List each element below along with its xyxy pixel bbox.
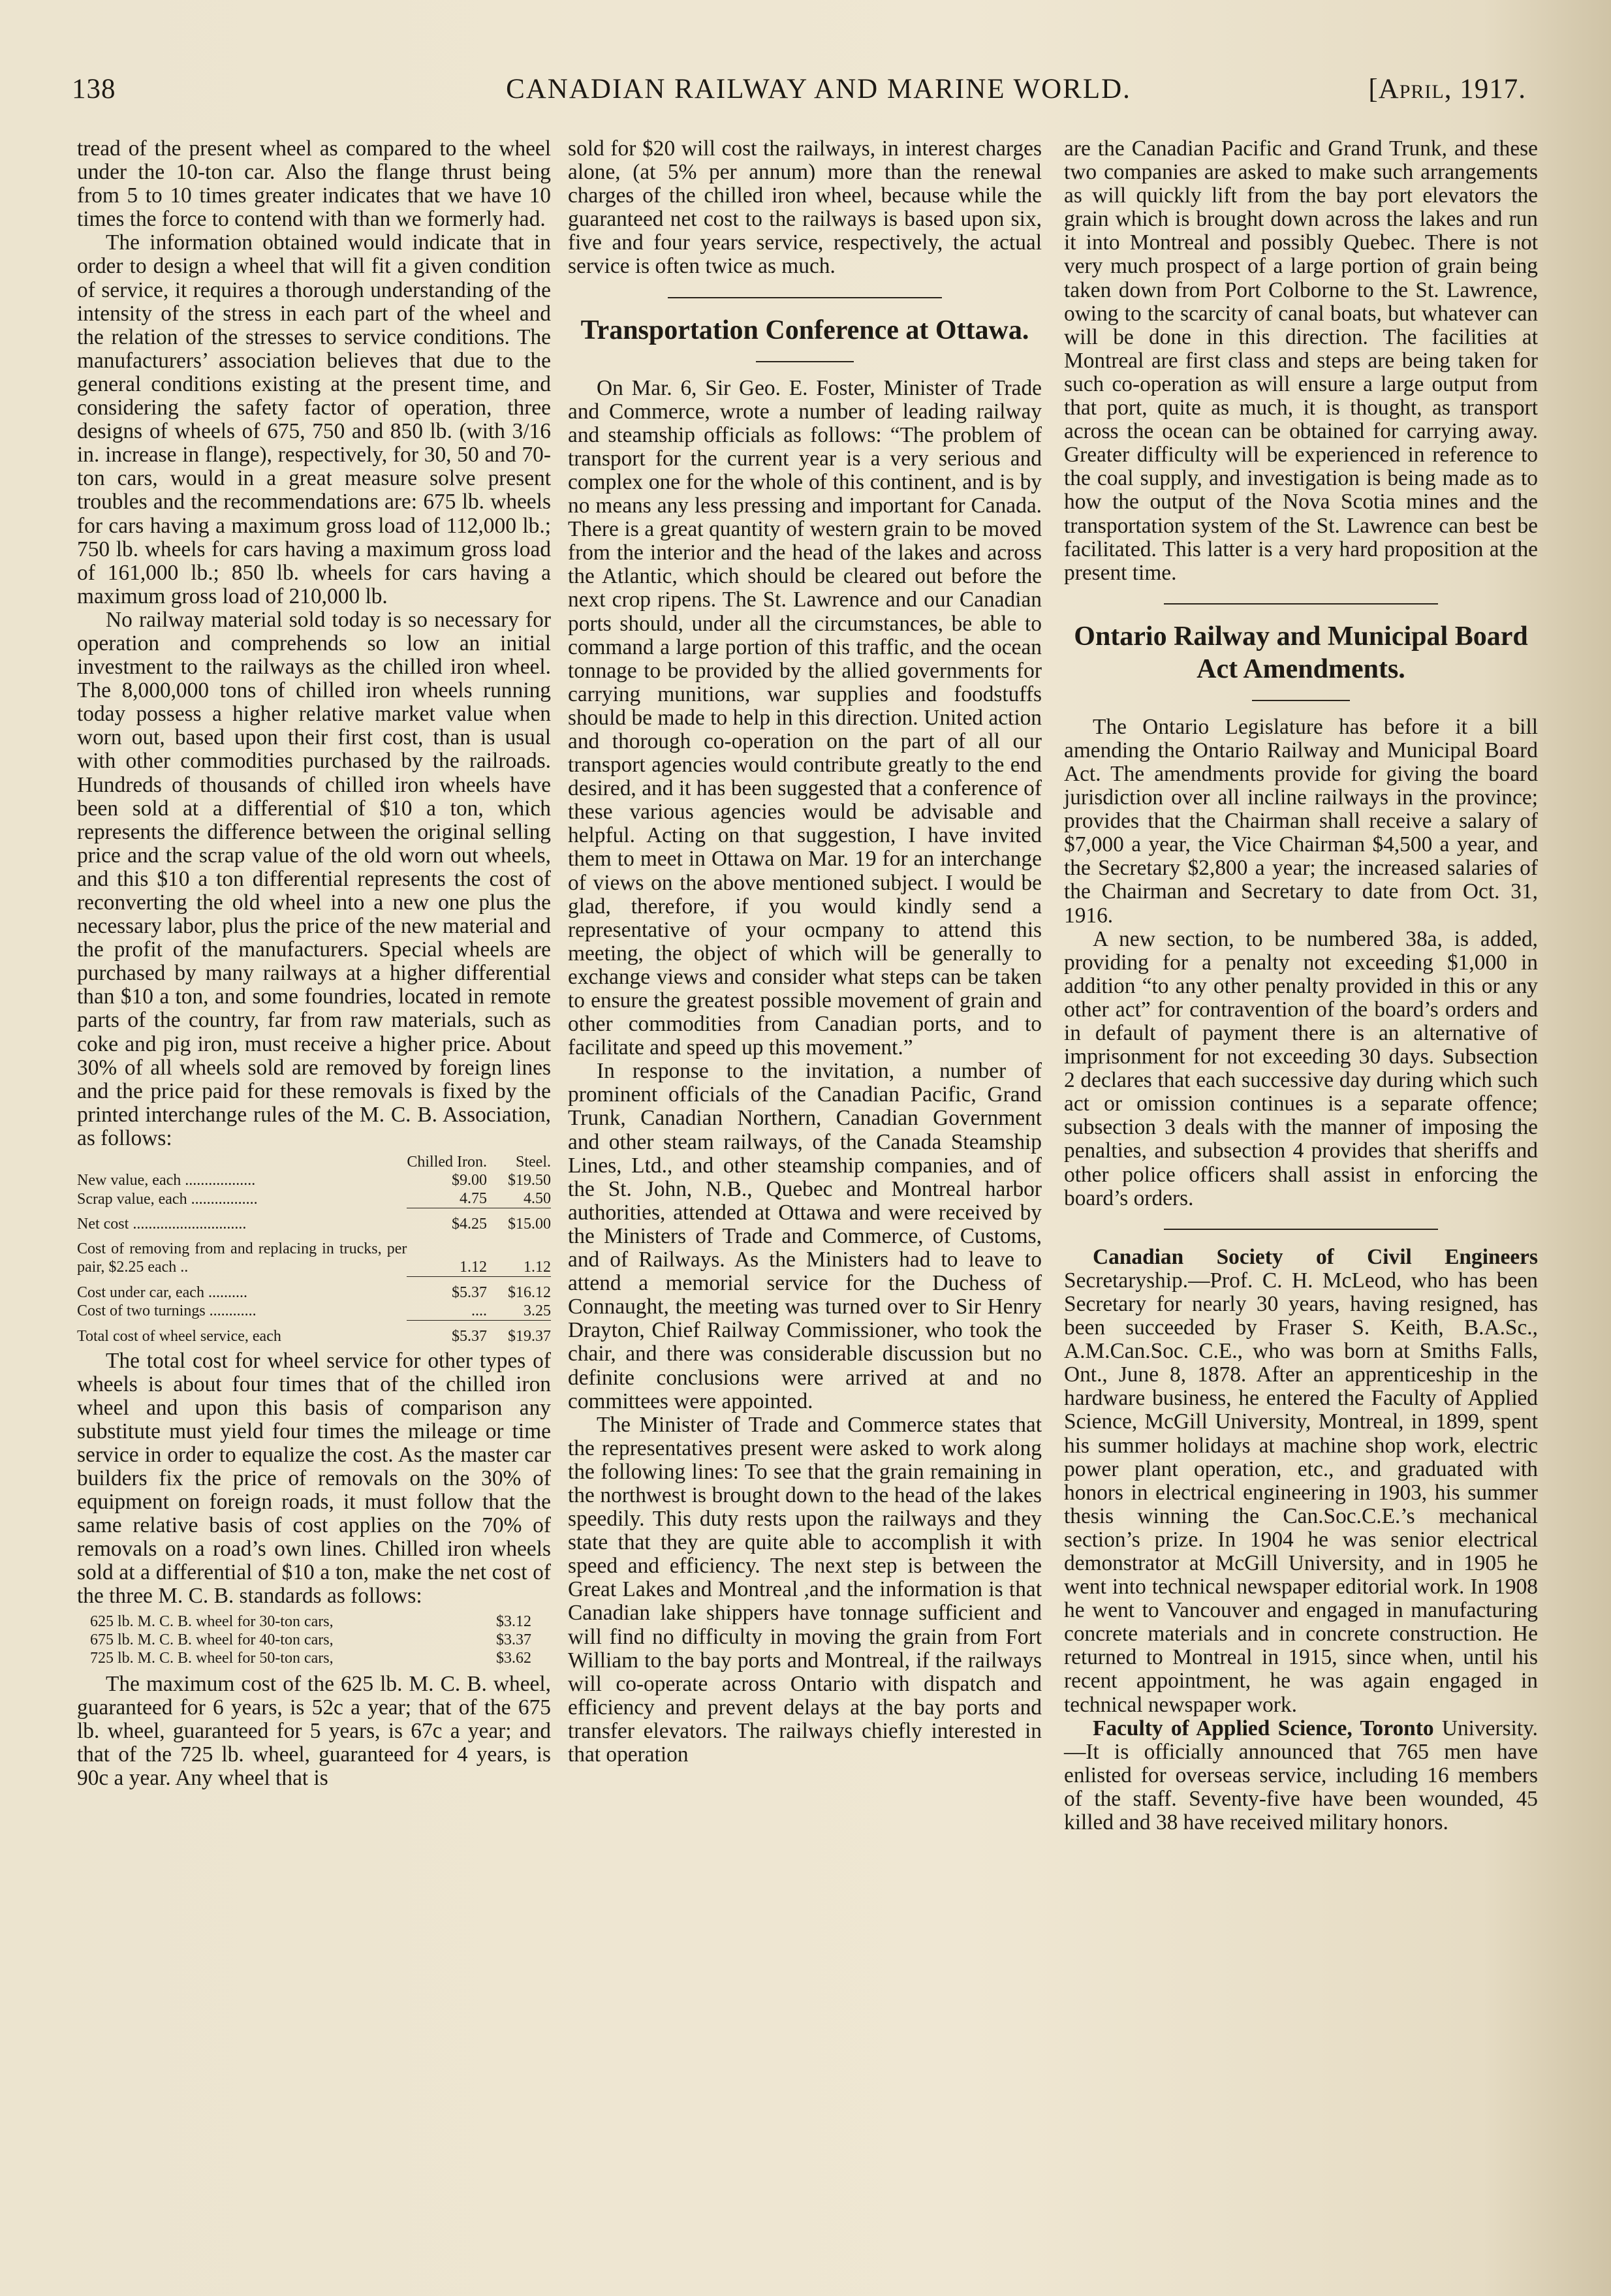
iron-value: $4.25: [407, 1208, 487, 1234]
paragraph: No railway material sold today is so necessary for operation and comprehends so low an initial investment to the railways as the chilled iron wheel. The 8,000,000 tons of chilled iron wheels running today possess a higher relative market value when worn out, based upon their first cost, than is usual with other commodities purchased by the railroads. Hundreds of thousands of chilled iron wheels have been sold at a differential of $10 a ton, which represents the difference between the original selling price and the scrap value of the old worn out wheels, and this $10 a ton differential represents the cost of reconverting the old wheel into a new one plus the necessary labor, plus the price of the new material and the profit of the manufacturers. Special wheels are purchased by many railways at a higher differential than $10 a ton, and some foundries, located in remote parts of the country, far from raw materials, such as coke and pig iron, must receive a higher price. About 30% of all wheels sold are removed by foreign lines and the price paid for these removals is fixed by the printed interchange rules of the M. C. B. Association, as follows:: [77, 607, 551, 1150]
list-item: [90, 1612, 551, 1631]
iron-value: 1.12: [460, 1258, 487, 1276]
table-row: [77, 1276, 551, 1302]
headline-rule: [1252, 700, 1350, 701]
iron-value: $5.37: [407, 1276, 487, 1302]
runin-heading: Canadian Society of Civil Engineers: [1093, 1244, 1538, 1269]
issue-date: [April, 1917.: [1368, 74, 1526, 104]
iron-value: 4.75: [460, 1190, 487, 1208]
steel-value: 1.12: [524, 1258, 551, 1276]
steel-value: 4.50: [524, 1190, 551, 1208]
section-divider: [668, 297, 942, 298]
table-row: [77, 1233, 551, 1276]
article-headline: Ontario Railway and Municipal Board Act Amendments.: [1074, 621, 1528, 684]
wheel-label: 725 lb. M. C. B. wheel for 50-ton cars,: [90, 1649, 334, 1667]
paragraph: The maximum cost of the 625 lb. M. C. B. wheel, guaranteed for 6 years, is 52c a year; that of the 675 lb. wheel, guaranteed for 5 years, is 67c a year; and that of the 725 lb. wheel, guaranteed for 4 years, is 90c a year. Any wheel that is: [77, 1671, 551, 1790]
wheel-label: 625 lb. M. C. B. wheel for 30-ton cars,: [90, 1612, 334, 1630]
iron-value: $5.37: [407, 1320, 487, 1345]
article-headline: Transportation Conference at Ottawa.: [580, 315, 1029, 345]
paragraph-body: Secretaryship.—Prof. C. H. McLeod, who has been Secretary for nearly 30 years, having resigned, has been succeeded by Fraser S. Keith, B.A.Sc., A.M.Can.Soc. C.E., who was born at Smiths Falls, Ont., June 8, 1878. After an apprenticeship in the hardware business, he entered the Faculty of Applied Science, McGill University, Montreal, in 1899, spent his summer holidays at machine shop work, electric power plant operation, etc., and graduated with honors in electrical engineering in 1903, his summer thesis winning the Can.Soc.C.E.’s mechanical section’s prize. In 1904 he was senior electrical demonstrator at McGill University, and in 1905 he went into technical newspaper editorial work. In 1908 he went to Vancouver and engaged in manufacturing concrete materials and in concrete construction. He returned to Montreal in 1915, since when, until his recent appointment, he was again engaged in technical newspaper work.: [1064, 1268, 1538, 1717]
column-header: Steel.: [516, 1154, 551, 1171]
wheel-cost: $3.12: [496, 1612, 531, 1630]
steel-value: $19.50: [508, 1172, 551, 1189]
paragraph: The total cost for wheel service for other types of wheels is about four times that of the chilled iron wheel and upon this basis of comparison any substitute must yield four times the mileage or time service in order to equalize the cost. As the master car builders fix the price of removals on the 30% of equipment on foreign roads, it must follow that the same relative basis of cost applies on the 70% of removals on a road’s own lines. Chilled iron wheels sold at a differential of $10 a ton, make the net cost of the three M. C. B. standards as follows:: [77, 1348, 551, 1609]
row-label: Cost of removing from and replacing in trucks, per pair, $2.25 each ..: [77, 1240, 407, 1276]
column-1: [77, 137, 551, 1790]
wheel-cost-table: [77, 1153, 551, 1345]
iron-value: ....: [471, 1302, 487, 1319]
paragraph: The information obtained would indicate that in order to design a wheel that will fit a given condition of service, it requires a thorough understanding of the intensity of the stress in each part of the wheel and the relation of the stresses to service conditions. The manufacturers’ association believes that due to the general conditions existing at the present time, and considering the safety factor of operation, three designs of wheels of 675, 750 and 850 lb. (with 3/16 in. increase in flange), respectively, for 30, 50 and 70-ton cars, would in a great measure solve present troubles and the recommendations are: 675 lb. wheels for cars having a maximum gross load of 112,000 lb.; 750 lb. wheels for cars having a maximum gross load of 161,000 lb.; 850 lb. wheels for cars having a maximum gross load of 210,000 lb.: [77, 230, 551, 608]
publication-title: CANADIAN RAILWAY AND MARINE WORLD.: [506, 74, 1131, 104]
paragraph: [1064, 1717, 1538, 1834]
row-label: New value, each ..................: [77, 1172, 256, 1189]
steel-value: $15.00: [487, 1208, 551, 1234]
row-label: Total cost of wheel service, each: [77, 1327, 281, 1345]
wheel-cost: $3.62: [496, 1649, 531, 1667]
table-row: [77, 1302, 551, 1321]
iron-value: $9.00: [452, 1172, 487, 1189]
paragraph-body: University.—It is officially announced that 765 men have enlisted for overseas service, including 16 members of the staff. Seventy-five have been wounded, 45 killed and 38 have received military honors.: [1064, 1716, 1538, 1834]
runin-heading: Faculty of Applied Science, Toronto: [1093, 1716, 1434, 1740]
paragraph: sold for $20 will cost the railways, in interest charges alone, (at 5% per annum) more than the renewal charges of the chilled iron wheel, because while the guaranteed net cost to the railways is based upon six, five and four years service, respectively, the actual service is often twice as much.: [568, 136, 1042, 279]
headline-rule: [756, 361, 854, 362]
row-label: Cost under car, each ..........: [77, 1283, 247, 1301]
list-item: [90, 1631, 551, 1649]
page-number: 138: [72, 74, 116, 104]
wheel-cost: $3.37: [496, 1631, 531, 1648]
paragraph: The Minister of Trade and Commerce states that the representatives present were asked to work along the following lines: To see that the grain remaining in the northwest is brought down to the head of the lakes speedily. This duty rests upon the railways and they state that they are quite able to accomplish it with speed and efficiency. The next step is between the Great Lakes and Montreal ,and the information is that Canadian lake shippers have tonnage sufficient and will find no difficulty in moving the grain from Fort William to the bay ports and Montreal, if the railways will co-operate across Ontario with dispatch and efficiency and prevent delays at the bay ports and transfer elevators. The railways chiefly interested in that operation: [568, 1412, 1042, 1767]
row-label: Net cost .............................: [77, 1216, 247, 1233]
table-row: [77, 1320, 551, 1345]
paragraph: On Mar. 6, Sir Geo. E. Foster, Minister of Trade and Commerce, wrote a number of leading railway and steamship officials as follows: “The problem of transport for the current year is a very serious and complex one for the whole of this continent, and is by no means any less pressing and important for Canada. There is a great quantity of western grain to be moved from the interior and the head of the lakes and across the Atlantic, which should be cleared out before the next crop ripens. The St. Lawrence and our Canadian ports should, under all the circumstances, be able to command a large portion of this traffic, and the ocean tonnage to be provided by the allied governments for carrying munitions, war supplies and foodstuffs should be made to help in this direction. United action and thorough co-operation on the part of all our transport agencies would contribute greatly to the end desired, and it has been suggested that a conference of these various agencies would be advisable and helpful. Acting on that suggestion, I have invited them to meet in Ottawa on Mar. 19 for an interchange of views on the above mentioned subject. I would be glad, therefore, if you would kindly send a representative of your ocmpany to attend this meeting, the object of which will be generally to exchange views and consider what steps can be taken to ensure the greatest possible movement of grain and other commodities from Canadian ports, and to facilitate and speed up this movement.”: [568, 375, 1042, 1060]
paragraph: are the Canadian Pacific and Grand Trunk, and these two companies are asked to make such arrangements as will quickly lift from the bay port elevators the grain which is brought down across the lakes and run it into Montreal and possibly Quebec. There is not very much prospect of a large portion of grain being taken down from Port Colborne to the St. Lawrence, owing to the scarcity of canal boats, but whatever can will be done in this direction. The facilities at Montreal are first class and steps are being taken for such co-operation as will ensure a large output from that port, quite as much, it is thought, as transport across the ocean can be obtained for carrying away. Greater difficulty will be experienced in reference to the coal supply, and investigation is being made as to how the output of the Nova Scotia mines and the transportation system of the St. Lawrence can best be facilitated. This latter is a very hard proposition at the present time.: [1064, 136, 1538, 585]
paragraph: The Ontario Legislature has before it a bill amending the Ontario Railway and Municipal Board Act. The amendments provide for giving the board jurisdiction over all incline railways in the province; provides that the Chairman shall receive a salary of $7,000 a year, the Vice Chairman $4,500 a year, and the Secretary $2,800 a year; the increased salaries of the Chairman and Secretary to date from Oct. 31, 1916.: [1064, 714, 1538, 928]
table-header-row: [77, 1153, 551, 1171]
column-3: [1064, 137, 1538, 1834]
section-divider: [1164, 603, 1438, 605]
steel-value: $16.12: [487, 1276, 551, 1302]
wheel-cost-list: [90, 1612, 551, 1667]
steel-value: $19.37: [487, 1320, 551, 1345]
list-item: [90, 1649, 551, 1667]
table-row: [77, 1171, 551, 1189]
paragraph: In response to the invitation, a number of prominent officials of the Canadian Pacific, Grand Trunk, Canadian Northern, Canadian Government and other steam railways, of the Canada Steamship Lines, Ltd., and other steamship companies, and of the St. John, N.B., Quebec and Montreal harbor authorities, attended at Ottawa and were received by the Ministers of Trade and Commerce, of Customs, and of Railways. As the Ministers had to leave to attend a memorial service for the Duchess of Connaught, the meeting was turned over to Sir Henry Drayton, Chief Railway Commissioner, who took the chair, and there was considerable discussion but no definite conclusions were arrived at and no committees were appointed.: [568, 1059, 1042, 1413]
column-2: [568, 137, 1042, 1767]
column-header: Chilled Iron.: [407, 1154, 487, 1171]
wheel-label: 675 lb. M. C. B. wheel for 40-ton cars,: [90, 1631, 334, 1648]
paragraph: [1064, 1246, 1538, 1717]
row-label: Scrap value, each .................: [77, 1190, 258, 1208]
paragraph: tread of the present wheel as compared to the wheel under the 10-ton car. Also the flange thrust being from 5 to 10 times greater indicates that we have 10 times the force to contend with than we formerly had.: [77, 136, 551, 232]
table-row: [77, 1189, 551, 1208]
table-row: [77, 1208, 551, 1234]
row-label: Cost of two turnings ............: [77, 1302, 257, 1320]
section-divider: [1164, 1229, 1438, 1230]
page-header: [72, 73, 1565, 119]
steel-value: 3.25: [524, 1302, 551, 1319]
paragraph: A new section, to be numbered 38a, is added, providing for a penalty not exceeding $1,000 in addition “to any other penalty provided in this or any other act” for contravention of the board’s orders and in default of payment there is an alternative of imprisonment for not exceeding 30 days. Subsection 2 declares that each successive day during which such act or omission continues is a separate offence; subsection 3 deals with the manner of imposing the penalties, and subsection 4 provides that sheriffs and other police officers shall assist in enforcing the board’s orders.: [1064, 926, 1538, 1210]
